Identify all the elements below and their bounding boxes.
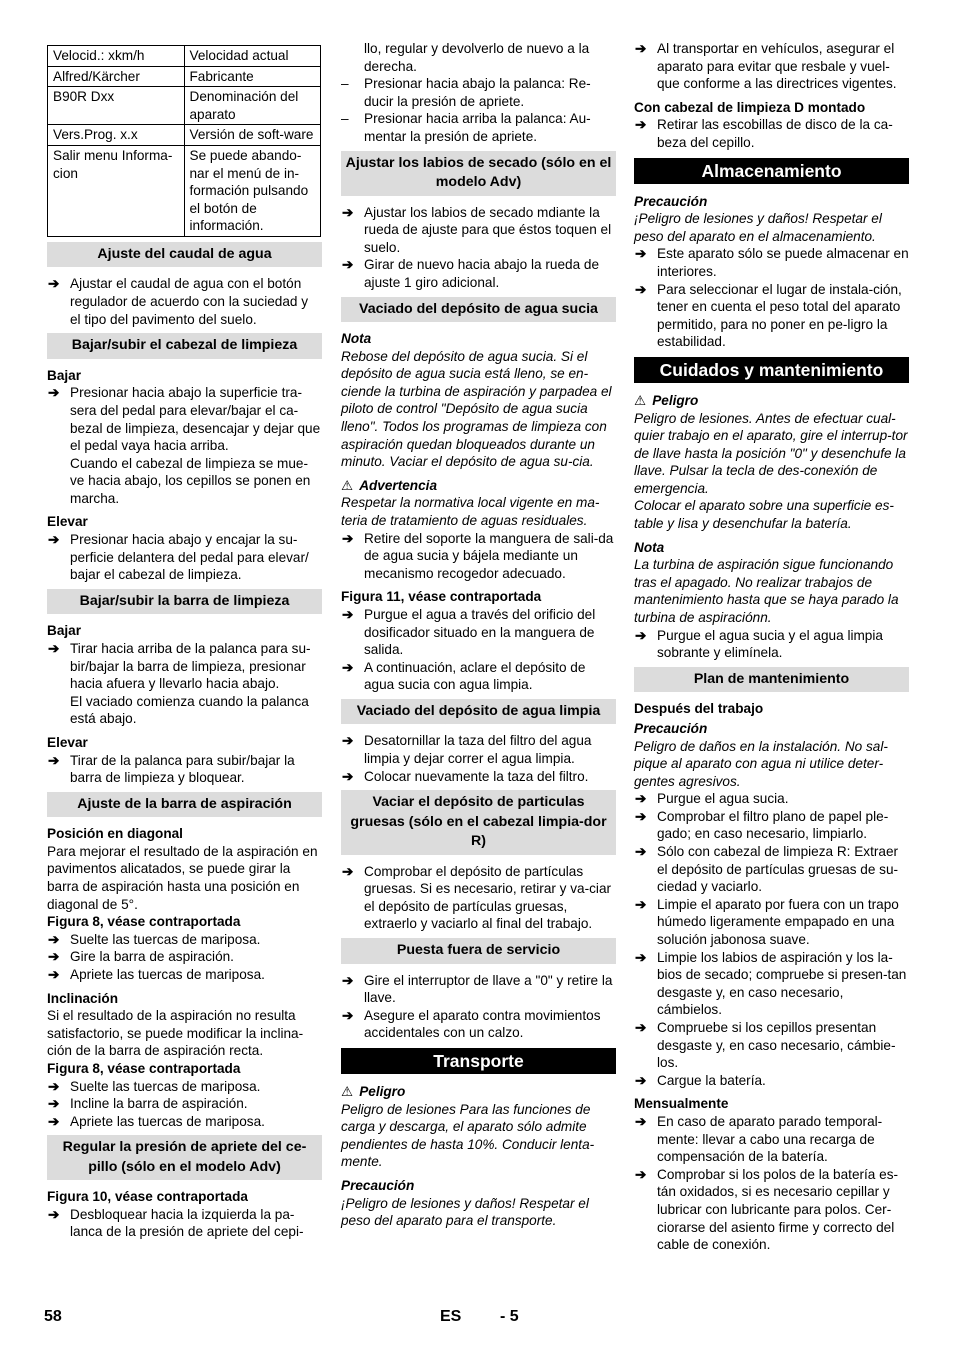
instruction-step: ➔ Retirar las escobillas de disco de la ca-beza del cepillo. (634, 116, 909, 151)
instruction-step: ➔ Comprobar el depósito de partículas gruesas. Si es necesario, retirar y va-ciar el depósito de partículas gruesas, extraerlo y vaciarlo al final del trabajo. (341, 863, 616, 933)
instruction-step: ➔ Desbloquear hacia la izquierda la pa-lanca de la presión de apriete del cepi- (47, 1206, 322, 1241)
table-row (48, 46, 321, 67)
instruction-step: ➔ Cargue la batería. (634, 1072, 909, 1090)
chapter-heading: Cuidados y mantenimiento (634, 357, 909, 383)
instruction-step: ➔ Purgue el agua sucia. (634, 790, 909, 808)
instruction-step: ➔ Incline la barra de aspiración. (47, 1095, 322, 1113)
instruction-continued: llo, regular y devolverlo de nuevo a la derecha. (364, 41, 590, 74)
instruction-step: ➔ Colocar nuevamente la taza del filtro. (341, 768, 616, 786)
danger-label: ⚠ Peligro (341, 1083, 616, 1101)
subheading: Bajar (47, 623, 82, 639)
instruction-step: ➔ Comprobar el filtro plano de papel ple-gado; en caso necesario, limpiarlo. (634, 808, 909, 843)
section-heading: Puesta fuera de servicio (341, 938, 616, 964)
section-heading: Bajar/subir la barra de limpieza (47, 589, 322, 615)
instruction-step: ➔ Ajustar el caudal de agua con el botón regulador de acuerdo con la suciedad y el tipo del pavimento del suelo. (47, 275, 322, 328)
caution-label: Precaución (341, 1177, 415, 1193)
instruction-step: ➔ Comprobar si los polos de la batería es-tán oxidados, si es necesario cepillar y lubricar con lubricante para polos. Cer-ciorarse del asiento firme y correcto del cable de conexión. (634, 1166, 909, 1254)
subheading: Mensualmente (634, 1096, 729, 1112)
subheading: Elevar (47, 514, 88, 530)
instruction-step: ➔ Purgue el agua a través del orificio del dosificador situado en la manguera de salida. (341, 606, 616, 659)
dash-item: – Presionar hacia abajo la palanca: Re-ducir la presión de apriete. (341, 75, 616, 110)
chapter-heading: Almacenamiento (634, 158, 909, 184)
instruction-note: El vaciado comienza cuando la palanca está abajo. (70, 693, 309, 727)
section-heading: Bajar/subir el cabezal de limpieza (47, 333, 322, 359)
paragraph: Si el resultado de la aspiración no resulta satisfactorio, se puede modificar la inclina-ción de la barra de aspiración recta. (47, 1008, 304, 1059)
subheading: Después del trabajo (634, 701, 764, 717)
subheading: Inclinación (47, 990, 119, 1006)
figure-reference: Figura 8, véase contraportada (47, 1060, 241, 1076)
section-heading: Vaciado del depósito de agua sucia (341, 297, 616, 323)
instruction-step: ➔ Apriete las tuercas de mariposa. (47, 966, 322, 984)
section-heading: Vaciar el depósito de particulas gruesas (sólo en el cabezal limpia-dor R) (341, 790, 616, 855)
instruction-step: ➔ Limpie los labios de aspiración y los la-bios de secado; compruebe si presen-tan desgaste y, en caso necesario, cámbielos. (634, 949, 909, 1019)
table-cell: Se puede abando-nar el menú de in-formación pulsando el botón de información. (184, 145, 321, 236)
subheading: Con cabezal de limpieza D montado (634, 99, 866, 115)
instruction-step: ➔ Asegure el aparato contra movimientos accidentales con un calzo. (341, 1007, 616, 1042)
section-heading: Vaciado del depósito de agua limpia (341, 699, 616, 725)
table-cell: Fabricante (184, 66, 321, 87)
instruction-step: ➔ Presionar hacia abajo y encajar la su-perficie delantera del pedal para elevar/ bajar el cabezal de limpieza. (47, 531, 322, 584)
note-label: Nota (634, 539, 665, 555)
table-cell: Versión de soft-ware (184, 125, 321, 146)
chapter-heading: Transporte (341, 1048, 616, 1074)
instruction-step: ➔ Suelte las tuercas de mariposa. (47, 931, 322, 949)
note-text: Rebose del depósito de agua sucia. Si el depósito de agua sucia está lleno, se en-ciende la turbina de aspiración y parpadea el piloto de control "Depósito de agua sucia lleno". Todos los programas de limpieza con aspiración quedan bloqueados durante un minuto. Vaciar el depósito de agua su-cia. (341, 348, 612, 470)
section-heading: Regular la presión de apriete del ce-pillo (sólo en el modelo Adv) (47, 1135, 322, 1180)
table-cell: Salir menu Informa-cion (48, 145, 185, 236)
dash-item: – Presionar hacia arriba la palanca: Au-mentar la presión de apriete. (341, 110, 616, 145)
instruction-step: ➔ Suelte las tuercas de mariposa. (47, 1078, 322, 1096)
column-middle (341, 40, 616, 1230)
caution-text: Peligro de daños en la instalación. No sal-pique al aparato con agua ni utilice deter-gentes agresivos. (634, 738, 888, 789)
instruction-step: ➔ En caso de aparato parado temporal-mente: llevar a cabo una recarga de compensación de la batería. (634, 1113, 909, 1166)
subheading: Elevar (47, 734, 88, 750)
table-cell: B90R Dxx (48, 87, 185, 125)
danger-label: ⚠ Peligro (634, 392, 909, 410)
caution-text: ¡Peligro de lesiones y daños! Respetar el peso del aparato en el almacenamiento. (634, 211, 882, 244)
instruction-step: ➔ Gire la barra de aspiración. (47, 948, 322, 966)
paragraph: Para mejorar el resultado de la aspiración en pavimentos alicatados, se puede girar la barra de aspiración hasta una posición en diagonal de 5°. (47, 843, 318, 912)
table-cell: Alfred/Kärcher (48, 66, 185, 87)
instruction-step: ➔ Este aparato sólo se puede almacenar en interiores. (634, 245, 909, 280)
instruction-step: ➔ Presionar hacia abajo la superficie tra-sera del pedal para elevar/bajar el ca-bezal de limpieza, desencajar y dejar que el pedal vaya hacia arriba. (47, 384, 322, 454)
instruction-step: ➔ Girar de nuevo hacia abajo la rueda de ajuste 1 giro adicional. (341, 256, 616, 291)
caution-label: Precaución (634, 193, 708, 209)
instruction-step: ➔ Tirar de la palanca para subir/bajar la barra de limpieza y bloquear. (47, 752, 322, 787)
section-heading: Plan de mantenimiento (634, 667, 909, 693)
section-heading: Ajustar los labios de secado (sólo en el modelo Adv) (341, 151, 616, 196)
instruction-step: ➔ Sólo con cabezal de limpieza R: Extraer el depósito de partículas gruesas de su-ciedad y vaciarlo. (634, 843, 909, 896)
instruction-step: ➔ Tirar hacia arriba de la palanca para su-bir/bajar la barra de limpieza, presionar hacia afuera y llevarlo hacia abajo. (47, 640, 322, 693)
instruction-step: ➔ Ajustar los labios de secado mdiante la rueda de ajuste para que éstos toquen el suelo. (341, 204, 616, 257)
instruction-step: ➔ Retire del soporte la manguera de sali-da de agua sucia y bájela mediante un mecanismo recogedor adecuado. (341, 530, 616, 583)
table-row (48, 66, 321, 87)
page-number: 58 (44, 1308, 62, 1325)
instruction-step: ➔ Apriete las tuercas de mariposa. (47, 1113, 322, 1131)
table-cell: Denominación del aparato (184, 87, 321, 125)
danger-text: Peligro de lesiones Para las funciones de carga y descarga, el aparato sólo admite pendientes de hasta 10%. Conducir lenta-mente. (341, 1101, 595, 1170)
figure-reference: Figura 10, véase contraportada (47, 1189, 248, 1205)
instruction-step: ➔ Desatornillar la taza del filtro del agua limpia y dejar correr el agua limpia. (341, 732, 616, 767)
warning-text: Respetar la normativa local vigente en ma-teria de tratamiento de aguas residuales. (341, 495, 600, 528)
info-menu-table (47, 45, 321, 237)
table-row (48, 87, 321, 125)
subheading: Posición en diagonal (47, 826, 183, 842)
instruction-step: ➔ Limpie el aparato por fuera con un trapo húmedo ligeramente empapado en una solución jabonosa suave. (634, 896, 909, 949)
instruction-step: ➔ Purgue el agua sucia y el agua limpia sobrante y elimínela. (634, 627, 909, 662)
table-row (48, 125, 321, 146)
table-cell: Velocidad actual (184, 46, 321, 67)
section-page-number: - 5 (500, 1308, 519, 1325)
warning-label: ⚠ Advertencia (341, 477, 616, 495)
caution-label: Precaución (634, 720, 708, 736)
figure-reference: Figura 11, véase contraportada (341, 589, 542, 605)
column-right (634, 40, 909, 1254)
section-heading: Ajuste del caudal de agua (47, 242, 322, 268)
instruction-step: ➔ Gire el interruptor de llave a "0" y retire la llave. (341, 972, 616, 1007)
subheading: Bajar (47, 367, 82, 383)
caution-text: ¡Peligro de lesiones y daños! Respetar el peso del aparato para el transporte. (341, 1195, 589, 1229)
language-code: ES (440, 1308, 462, 1325)
instruction-step: ➔ A continuación, aclare el depósito de agua sucia con agua limpia. (341, 659, 616, 694)
instruction-step: ➔ Compruebe si los cepillos presentan desgaste y, en caso necesario, cámbie-los. (634, 1019, 909, 1072)
column-left (47, 40, 322, 1241)
note-text: La turbina de aspiración sigue funcionando tras el apagado. No realizar trabajos de mantenimiento hasta que se haya parado la turbina de aspiraciónn. (634, 557, 899, 626)
section-heading: Ajuste de la barra de aspiración (47, 792, 322, 818)
danger-text: Colocar el aparato sobre una superficie es-table y lisa y desenchufar la batería. (634, 498, 894, 532)
instruction-note: Cuando el cabezal de limpieza se mue-ve hacia abajo, los cepillos se ponen en marcha. (70, 455, 311, 506)
figure-reference: Figura 8, véase contraportada (47, 914, 241, 930)
table-cell: Vers.Prog. x.x (48, 125, 185, 146)
danger-text: Peligro de lesiones. Antes de efectuar cual-quier trabajo en el aparato, gire el interrup-tor de llave hasta la posición "0" y desenchufe la llave. Pulsar la tecla de des-conexión de emergencia. (634, 410, 908, 496)
note-label: Nota (341, 331, 372, 347)
instruction-step: ➔ Para seleccionar el lugar de instala-ción, tener en cuenta el peso total del aparato permitido, para no poner en pe-ligro la estabilidad. (634, 281, 909, 351)
table-cell: Velocid.: xkm/h (48, 46, 185, 67)
instruction-step: ➔ Al transportar en vehículos, asegurar el aparato para evitar que resbale y vuel-que conforme a las directrices vigentes. (634, 40, 909, 93)
table-row (48, 145, 321, 236)
